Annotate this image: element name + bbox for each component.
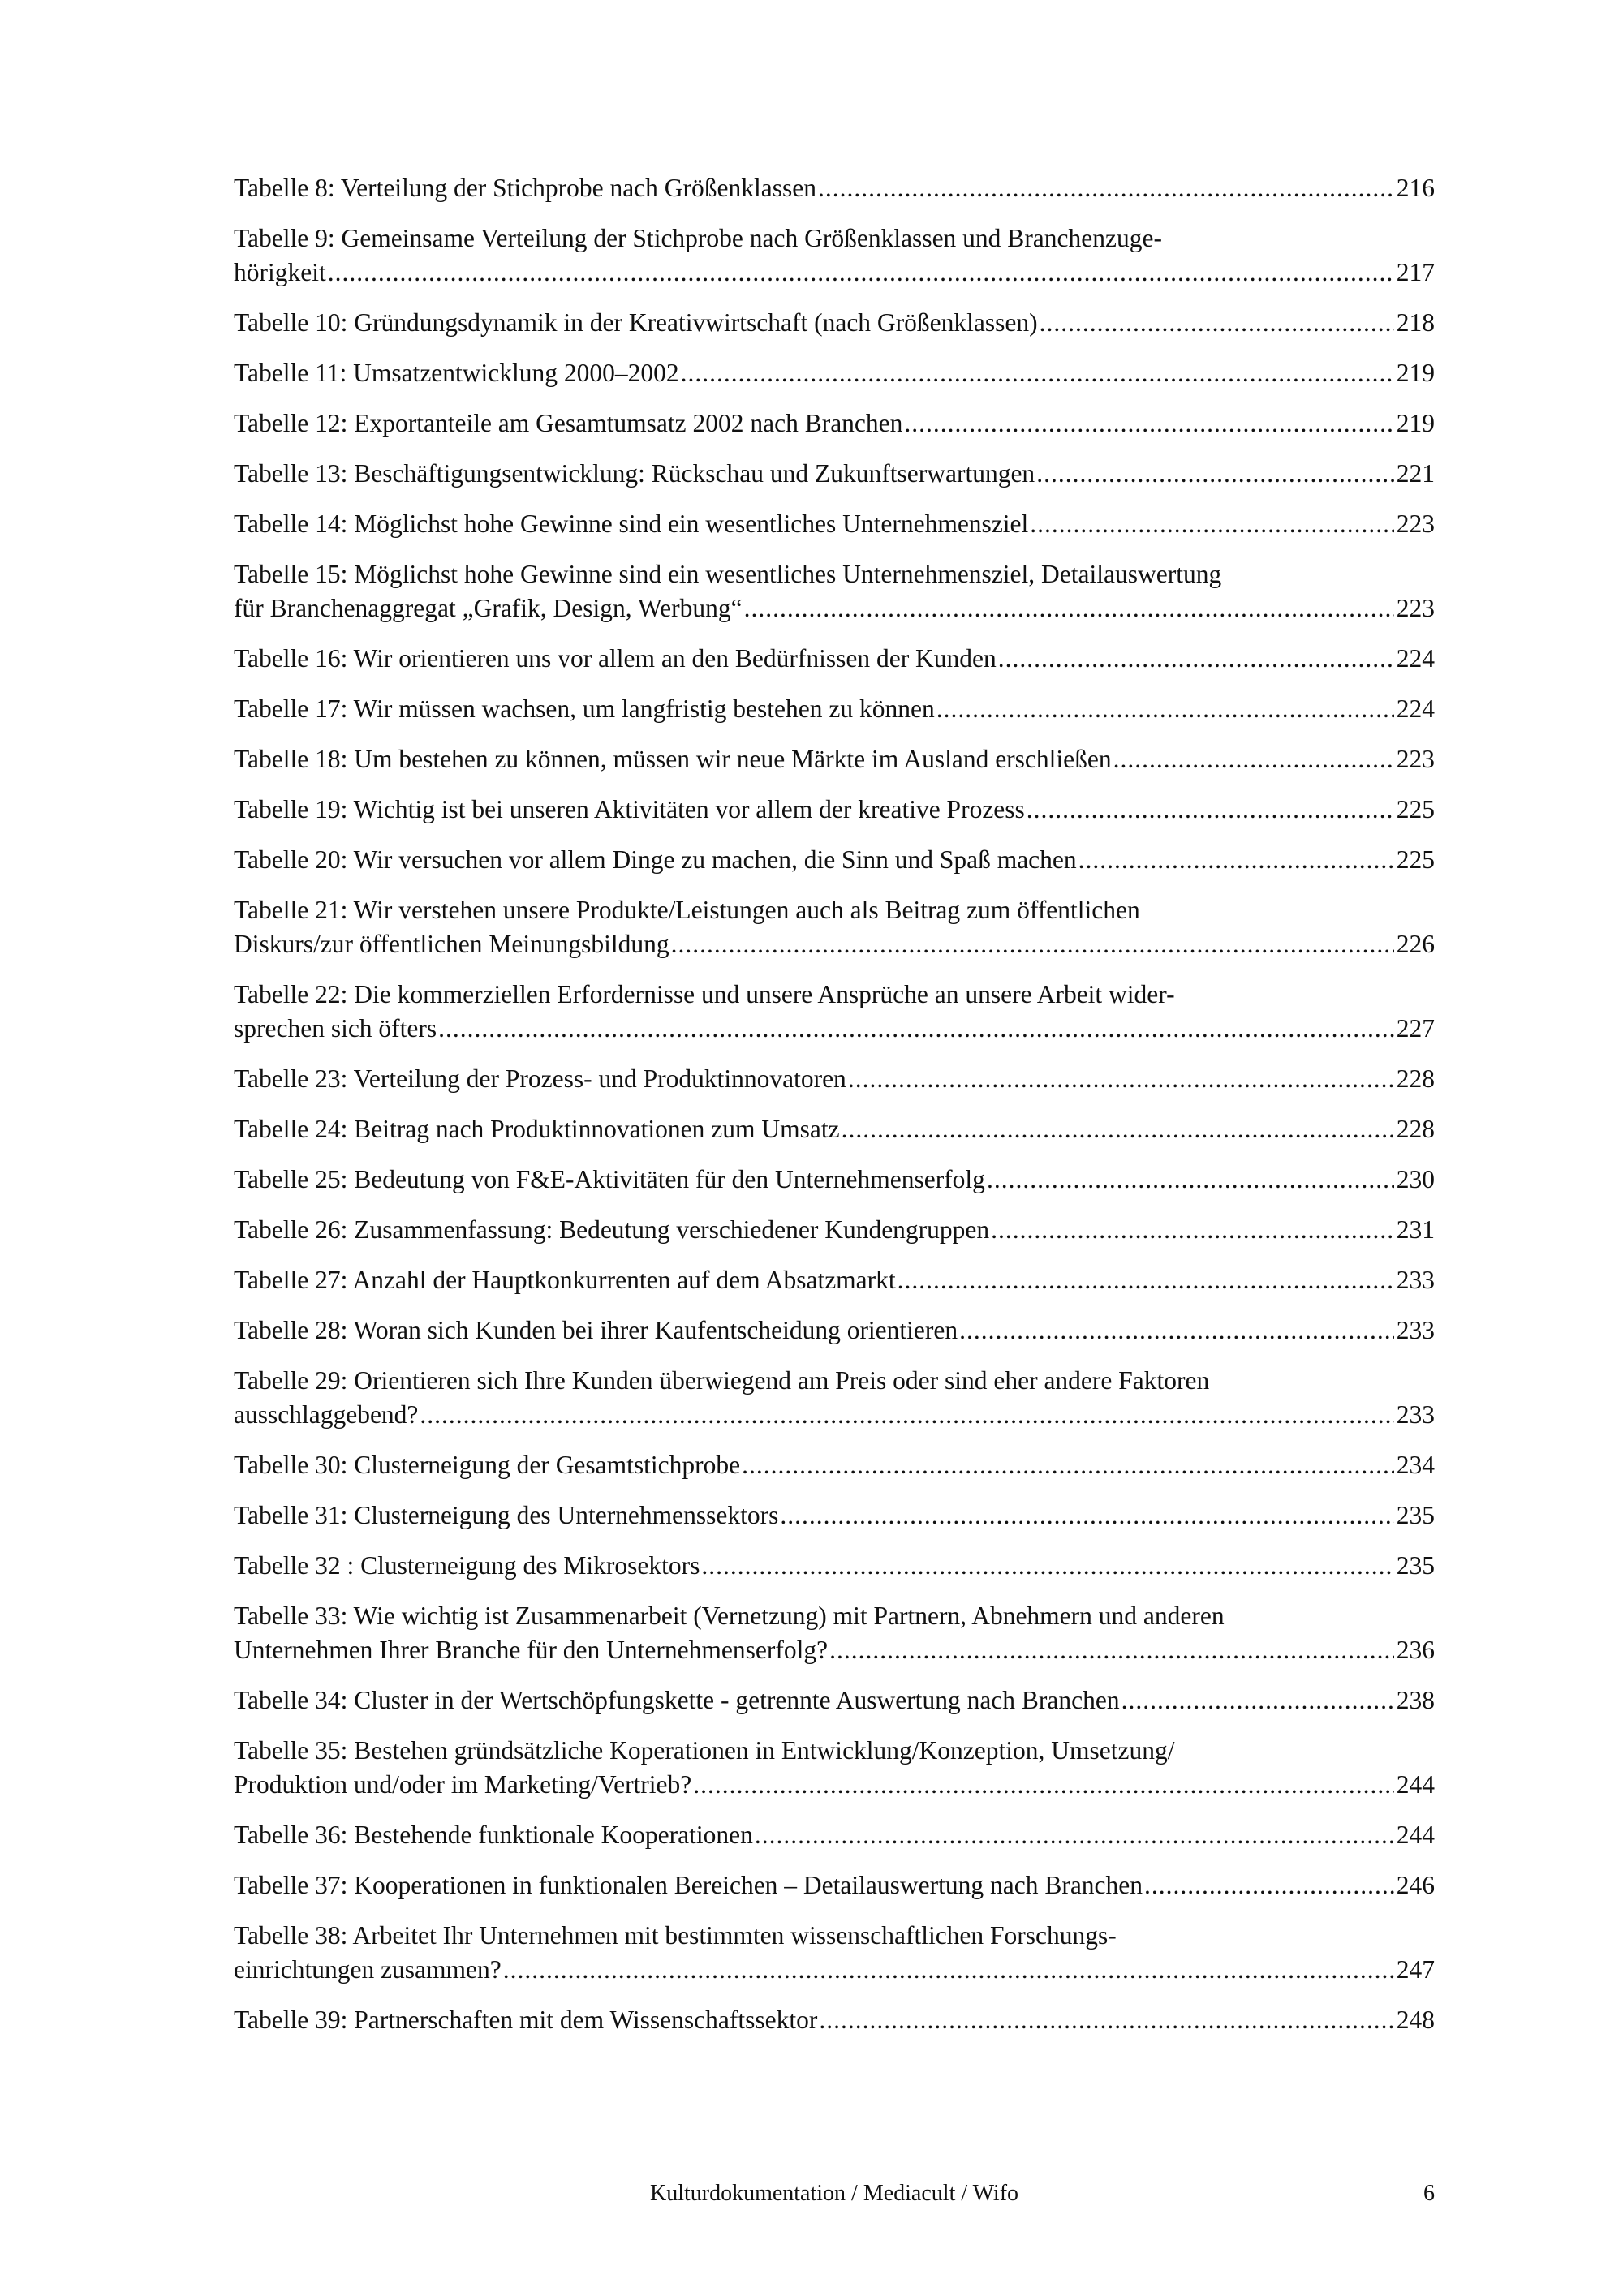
toc-entry-row	[234, 1683, 1435, 1718]
toc-entry-row	[234, 1633, 1435, 1667]
toc-entry-title: Tabelle 30: Clusterneigung der Gesamtstichprobe	[234, 1451, 741, 1479]
toc-entry-page-number: 225	[1396, 795, 1435, 823]
footer-text: Kulturdokumentation / Mediacult / Wifo	[649, 2181, 1019, 2206]
toc-entry-page-number: 224	[1396, 694, 1435, 723]
dot-leader	[671, 927, 1394, 961]
toc-entry[interactable]	[234, 1599, 1435, 1667]
dot-leader	[936, 692, 1394, 726]
toc-entry-text-line: Tabelle 21: Wir verstehen unsere Produkte/Leistungen auch als Beitrag zum öffentlichen	[234, 896, 1140, 924]
dot-leader	[438, 1012, 1394, 1046]
toc-entry[interactable]	[234, 843, 1435, 877]
dot-leader	[755, 1818, 1394, 1852]
toc-entry-title: ausschlaggebend?	[234, 1400, 419, 1429]
toc-entry-title: Tabelle 28: Woran sich Kunden bei ihrer Kaufentscheidung orientieren	[234, 1316, 958, 1344]
toc-entry-title: Tabelle 27: Anzahl der Hauptkonkurrenten auf dem Absatzmarkt	[234, 1266, 896, 1294]
toc-entry-page-number: 233	[1396, 1266, 1435, 1294]
dot-leader	[991, 1213, 1394, 1247]
toc-entry[interactable]	[234, 557, 1435, 626]
toc-entry-page-number: 219	[1396, 359, 1435, 387]
toc-entry-title: Tabelle 13: Beschäftigungsentwicklung: Rückschau und Zukunftserwartungen	[234, 459, 1035, 488]
dot-leader	[998, 642, 1394, 676]
toc-entry-page-number: 223	[1396, 510, 1435, 538]
toc-entry-title: Tabelle 8: Verteilung der Stichprobe nach Größenklassen	[234, 174, 816, 202]
toc-entry-text-line: Tabelle 22: Die kommerziellen Erfordernisse und unsere Ansprüche an unsere Arbeit wider-	[234, 980, 1175, 1008]
toc-entry[interactable]	[234, 457, 1435, 491]
toc-entry[interactable]	[234, 1112, 1435, 1146]
dot-leader	[1036, 457, 1394, 491]
toc-entry-page-number: 235	[1396, 1501, 1435, 1529]
toc-entry-page-number: 224	[1396, 644, 1435, 673]
toc-entry-row	[234, 1213, 1435, 1247]
toc-entry-page-number: 247	[1396, 1955, 1435, 1984]
dot-leader	[744, 591, 1394, 626]
toc-entry-text-line: Tabelle 15: Möglichst hohe Gewinne sind ein wesentliches Unternehmensziel, Detailauswertung	[234, 560, 1222, 588]
dot-leader	[1113, 742, 1394, 776]
dot-leader	[1040, 306, 1394, 340]
dot-leader	[1144, 1868, 1394, 1903]
toc-entry-text-line: Tabelle 38: Arbeitet Ihr Unternehmen mit bestimmten wissenschaftlichen Forschungs-	[234, 1921, 1117, 1950]
toc-entry[interactable]	[234, 507, 1435, 541]
toc-entry-title: Tabelle 12: Exportanteile am Gesamtumsatz 2002 nach Branchen	[234, 409, 903, 437]
toc-entry-page-number: 218	[1396, 308, 1435, 337]
toc-entry-page-number: 226	[1396, 930, 1435, 958]
dot-leader	[328, 256, 1394, 290]
toc-entry-page-number: 231	[1396, 1215, 1435, 1244]
toc-entry-title: Tabelle 16: Wir orientieren uns vor allem an den Bedürfnissen der Kunden	[234, 644, 997, 673]
dot-leader	[819, 2003, 1393, 2037]
dot-leader	[503, 1953, 1394, 1987]
toc-entry[interactable]	[234, 1213, 1435, 1247]
toc-entry-title: Tabelle 23: Verteilung der Prozess- und Produktinnovatoren	[234, 1064, 846, 1093]
toc-entry[interactable]	[234, 406, 1435, 441]
toc-entry-row	[234, 1953, 1435, 1987]
toc-entry-row	[234, 356, 1435, 390]
toc-entry-title: Tabelle 31: Clusterneigung des Unternehmenssektors	[234, 1501, 779, 1529]
toc-entry-title: Tabelle 24: Beitrag nach Produktinnovationen zum Umsatz	[234, 1115, 840, 1143]
dot-leader	[959, 1314, 1394, 1348]
toc-entry-row	[234, 742, 1435, 776]
toc-entry[interactable]	[234, 1062, 1435, 1096]
toc-entry-row	[234, 793, 1435, 827]
toc-entry-title: Tabelle 26: Zusammenfassung: Bedeutung verschiedener Kundengruppen	[234, 1215, 990, 1244]
toc-entry[interactable]	[234, 642, 1435, 676]
dot-leader	[898, 1263, 1394, 1297]
toc-entry-title: Tabelle 11: Umsatzentwicklung 2000–2002	[234, 359, 679, 387]
toc-entry-title: Tabelle 36: Bestehende funktionale Kooperationen	[234, 1821, 753, 1849]
dot-leader	[842, 1112, 1394, 1146]
toc-entry-page-number: 225	[1396, 845, 1435, 874]
toc-entry-page-number: 219	[1396, 409, 1435, 437]
toc-entry-page-number: 228	[1396, 1064, 1435, 1093]
toc-entry-row	[234, 591, 1435, 626]
toc-entry-text-line: Tabelle 29: Orientieren sich Ihre Kunden überwiegend am Preis oder sind eher andere Faktoren	[234, 1366, 1210, 1395]
toc-entry-page-number: 238	[1396, 1686, 1435, 1714]
toc-entry-title: Tabelle 19: Wichtig ist bei unseren Aktivitäten vor allem der kreative Prozess	[234, 795, 1025, 823]
toc-entry-page-number: 223	[1396, 745, 1435, 773]
toc-entry[interactable]	[234, 1734, 1435, 1802]
toc-entry-row	[234, 306, 1435, 340]
toc-entry[interactable]	[234, 1448, 1435, 1482]
toc-entry-row	[234, 507, 1435, 541]
toc-entry-title: Tabelle 32 : Clusterneigung des Mikrosektors	[234, 1551, 700, 1580]
toc-entry-title: Tabelle 39: Partnerschaften mit dem Wissenschaftssektor	[234, 2006, 818, 2034]
toc-entry[interactable]	[234, 1549, 1435, 1583]
toc-entry-page-number: 233	[1396, 1316, 1435, 1344]
dot-leader	[904, 406, 1393, 441]
toc-entry-row	[234, 1398, 1435, 1432]
toc-entry-page-number: 223	[1396, 594, 1435, 622]
toc-entry-title: für Branchenaggregat „Grafik, Design, Werbung“	[234, 594, 743, 622]
dot-leader	[848, 1062, 1394, 1096]
toc-entry-title: Unternehmen Ihrer Branche für den Unternehmenserfolg?	[234, 1636, 829, 1664]
toc-entry[interactable]	[234, 793, 1435, 827]
toc-entry-row	[234, 1062, 1435, 1096]
toc-entry-page-number: 227	[1396, 1014, 1435, 1043]
toc-entry[interactable]	[234, 2003, 1435, 2037]
toc-entry-title: Tabelle 37: Kooperationen in funktionalen Bereichen – Detailauswertung nach Branchen	[234, 1871, 1143, 1899]
toc-entry[interactable]	[234, 1498, 1435, 1533]
toc-entry-row	[234, 1549, 1435, 1583]
toc-entry-row	[234, 2003, 1435, 2037]
toc-entry[interactable]	[234, 1919, 1435, 1987]
toc-entry-text-line: Tabelle 9: Gemeinsame Verteilung der Stichprobe nach Größenklassen und Branchenzuge-	[234, 224, 1162, 252]
toc-entry-title: sprechen sich öfters	[234, 1014, 437, 1043]
toc-entry-row	[234, 1314, 1435, 1348]
toc-entry-row	[234, 1012, 1435, 1046]
toc-entry-row	[234, 642, 1435, 676]
dot-leader	[701, 1549, 1393, 1583]
dot-leader	[420, 1398, 1393, 1432]
toc-entry-page-number: 228	[1396, 1115, 1435, 1143]
dot-leader	[693, 1768, 1393, 1802]
toc-entry-row	[234, 1768, 1435, 1802]
toc-entry-row	[234, 1448, 1435, 1482]
dot-leader	[1121, 1683, 1394, 1718]
toc-entry-title: Tabelle 25: Bedeutung von F&E-Aktivitäten für den Unternehmenserfolg	[234, 1165, 985, 1193]
toc-entry-title: Tabelle 34: Cluster in der Wertschöpfungskette - getrennte Auswertung nach Branchen	[234, 1686, 1120, 1714]
toc-entry-row	[234, 256, 1435, 290]
toc-entry[interactable]	[234, 1314, 1435, 1348]
toc-entry-title: Tabelle 18: Um bestehen zu können, müssen wir neue Märkte im Ausland erschließen	[234, 745, 1112, 773]
toc-entry[interactable]	[234, 1364, 1435, 1432]
dot-leader	[987, 1163, 1394, 1197]
dot-leader	[1078, 843, 1394, 877]
toc-entry[interactable]	[234, 1683, 1435, 1718]
toc-entry-row	[234, 406, 1435, 441]
dot-leader	[780, 1498, 1393, 1533]
toc-entry-row	[234, 1263, 1435, 1297]
toc-entry-page-number: 234	[1396, 1451, 1435, 1479]
toc-entry[interactable]	[234, 978, 1435, 1046]
toc-entry-page-number: 235	[1396, 1551, 1435, 1580]
table-of-contents	[234, 171, 1435, 2053]
toc-entry-page-number: 244	[1396, 1770, 1435, 1799]
toc-entry-row	[234, 1112, 1435, 1146]
toc-entry[interactable]	[234, 356, 1435, 390]
toc-entry[interactable]	[234, 692, 1435, 726]
toc-entry-row	[234, 843, 1435, 877]
dot-leader	[1027, 793, 1394, 827]
toc-entry-title: Tabelle 10: Gründungsdynamik in der Kreativwirtschaft (nach Größenklassen)	[234, 308, 1038, 337]
toc-entry-row	[234, 1868, 1435, 1903]
toc-entry-text-line: Tabelle 33: Wie wichtig ist Zusammenarbeit (Vernetzung) mit Partnern, Abnehmern und anderen	[234, 1602, 1225, 1630]
toc-entry-title: Diskurs/zur öffentlichen Meinungsbildung	[234, 930, 669, 958]
toc-entry-title: Tabelle 17: Wir müssen wachsen, um langfristig bestehen zu können	[234, 694, 935, 723]
toc-entry-page-number: 217	[1396, 258, 1435, 286]
toc-entry-page-number: 246	[1396, 1871, 1435, 1899]
toc-entry-title: Tabelle 20: Wir versuchen vor allem Dinge zu machen, die Sinn und Spaß machen	[234, 845, 1077, 874]
toc-entry-page-number: 233	[1396, 1400, 1435, 1429]
toc-entry[interactable]	[234, 1163, 1435, 1197]
toc-entry[interactable]	[234, 1263, 1435, 1297]
toc-entry-text-line: Tabelle 35: Bestehen gründsätzliche Koperationen in Entwicklung/Konzeption, Umsetzung/	[234, 1736, 1175, 1765]
dot-leader	[829, 1633, 1394, 1667]
toc-entry[interactable]	[234, 742, 1435, 776]
dot-leader	[742, 1448, 1394, 1482]
toc-entry-page-number: 248	[1396, 2006, 1435, 2034]
toc-entry[interactable]	[234, 893, 1435, 961]
toc-entry[interactable]	[234, 1868, 1435, 1903]
toc-entry-row	[234, 457, 1435, 491]
footer-page-number: 6	[1423, 2181, 1435, 2206]
toc-entry-row	[234, 692, 1435, 726]
toc-entry[interactable]	[234, 221, 1435, 290]
toc-entry[interactable]	[234, 306, 1435, 340]
dot-leader	[1030, 507, 1393, 541]
toc-entry-row	[234, 927, 1435, 961]
toc-entry-row	[234, 1163, 1435, 1197]
toc-entry-row	[234, 1498, 1435, 1533]
toc-entry-row	[234, 1818, 1435, 1852]
toc-entry[interactable]	[234, 1818, 1435, 1852]
toc-entry-page-number: 236	[1396, 1636, 1435, 1664]
toc-entry-page-number: 216	[1396, 174, 1435, 202]
page-footer	[234, 2178, 1435, 2210]
toc-entry-title: Produktion und/oder im Marketing/Vertrieb?	[234, 1770, 692, 1799]
toc-entry-page-number: 244	[1396, 1821, 1435, 1849]
toc-entry-page-number: 221	[1396, 459, 1435, 488]
toc-entry-title: einrichtungen zusammen?	[234, 1955, 502, 1984]
toc-entry-row	[234, 171, 1435, 205]
toc-entry-title: Tabelle 14: Möglichst hohe Gewinne sind ein wesentliches Unternehmensziel	[234, 510, 1029, 538]
dot-leader	[818, 171, 1394, 205]
toc-entry[interactable]	[234, 171, 1435, 205]
toc-entry-page-number: 230	[1396, 1165, 1435, 1193]
dot-leader	[681, 356, 1394, 390]
toc-entry-title: hörigkeit	[234, 258, 326, 286]
